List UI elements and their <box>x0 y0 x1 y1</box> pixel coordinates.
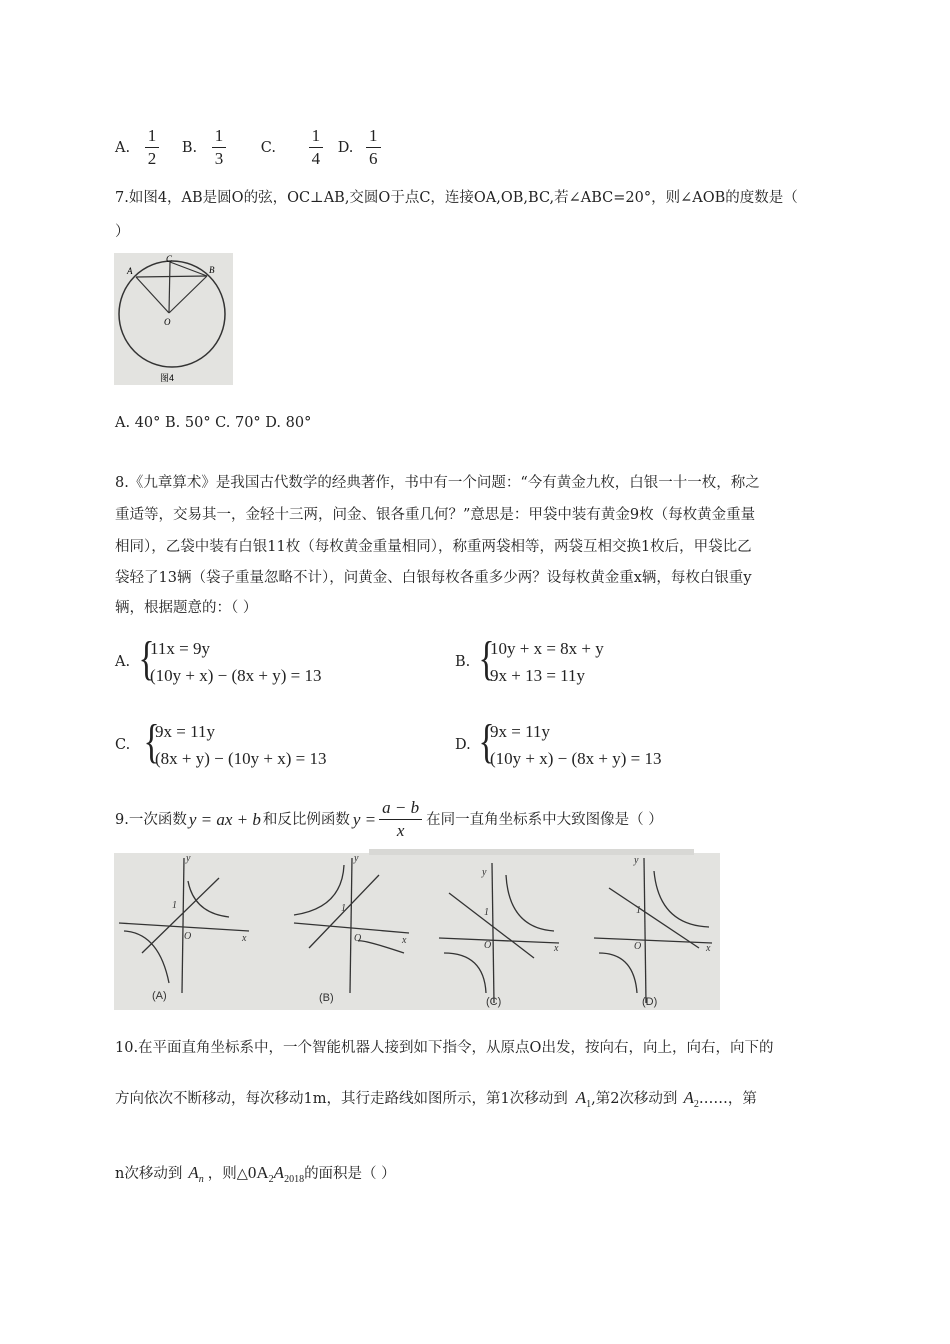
q6-option-a-label: A. <box>115 139 131 156</box>
q6-option-b-label: B. <box>181 139 198 156</box>
q8-option-d-label: D. <box>455 737 471 753</box>
figure-caption: 图4 <box>160 373 175 383</box>
frac-den: x <box>396 821 405 840</box>
frac-den: 3 <box>214 149 224 168</box>
q7-text-line2: ） <box>115 224 130 240</box>
q7-text-line1: 7.如图4，AB是圆O的弦，OC⊥AB,交圆O于点C，连接OA,OB,BC,若∠ABC=20°，则∠AOB的度数是（ <box>115 190 798 206</box>
graph-b-caption: (B) <box>319 992 334 1004</box>
equation: 11x = 9y <box>150 639 210 658</box>
q9-suffix: 在同一直角坐标系中大致图像是（ ） <box>426 811 663 828</box>
circle-diagram <box>114 253 233 385</box>
q8-option-b-label: B. <box>455 654 471 670</box>
frac-num: 1 <box>212 125 227 148</box>
frac-num: 1 <box>366 125 381 148</box>
q10-line1: 10.在平面直角坐标系中，一个智能机器人接到如下指令，从原点O出发，按向右，向上，向右，向下的 <box>115 1040 774 1056</box>
graph-a-o: O <box>184 931 192 942</box>
graph-c-caption: (C) <box>486 996 502 1008</box>
q10-line3a: n次移动到 <box>115 1166 183 1182</box>
frac-num: a − b <box>379 797 422 820</box>
brace-icon: { <box>138 632 155 685</box>
frac-num: 1 <box>309 125 324 148</box>
brace-icon: { <box>478 715 495 768</box>
q9-graphs-figure <box>114 853 720 1010</box>
graph-d-o: O <box>634 941 642 952</box>
q8-option-c-system <box>155 718 327 772</box>
graph-b-o: O <box>354 933 362 944</box>
label-c: C <box>166 254 173 264</box>
q9-middle: 和反比例函数 <box>262 811 350 828</box>
graph-d-y: y <box>634 855 639 866</box>
equation: (10y + x) − (8x + y) = 13 <box>490 749 662 768</box>
q6-option-c-frac <box>309 125 324 170</box>
q10-line3 <box>115 1163 396 1190</box>
q10-line2b: ,第2次移动到 <box>591 1091 678 1107</box>
q9-question <box>115 797 663 842</box>
frac-den: 4 <box>311 149 321 168</box>
q6-option-d-frac <box>366 125 381 170</box>
q9-y-eq: y = <box>352 809 377 829</box>
q7-options: A. 40° B. 50° C. 70° D. 80° <box>115 415 312 431</box>
q7-figure <box>114 253 233 385</box>
label-o: O <box>164 317 171 327</box>
equation: 10y + x = 8x + y <box>490 639 604 658</box>
graph-d-one: 1 <box>636 905 641 916</box>
q8-option-c-label: C. <box>115 737 131 753</box>
q10-line3c: 的面积是（ ） <box>304 1166 396 1182</box>
equation: 9x + 13 = 11y <box>490 666 586 685</box>
equation: (8x + y) − (10y + x) = 13 <box>155 749 327 768</box>
q8-line5: 辆，根据题意的：（ ） <box>115 600 258 616</box>
q6-options <box>115 125 381 170</box>
q9-prefix: 9.一次函数 <box>115 811 187 828</box>
q10-line2a: 方向依次不断移动，每次移动1m，其行走路线如图所示，第1次移动到 <box>115 1091 568 1107</box>
q6-option-a-frac <box>145 125 160 170</box>
graph-b-one: 1 <box>341 903 346 914</box>
label-a: A <box>127 266 133 276</box>
q9-linear: y = ax + b <box>188 809 261 829</box>
graph-c-y: y <box>482 867 487 878</box>
label-b: B <box>209 265 215 275</box>
graph-b-y: y <box>354 853 359 864</box>
brace-icon: { <box>478 632 495 685</box>
q6-option-b-frac <box>212 125 227 170</box>
q10-a2: $A_2$ <box>683 1088 699 1110</box>
graph-a-x: x <box>242 933 247 944</box>
graph-a-one: 1 <box>172 900 177 911</box>
q6-option-c-label: C. <box>260 139 276 156</box>
q10-triangle: $0A_2A_{2018}$ <box>247 1163 305 1185</box>
q8-option-d-system <box>490 718 662 772</box>
q9-graphs-svg <box>114 853 720 1010</box>
q10-an: $A_n$ <box>188 1163 204 1185</box>
q8-line4: 袋轻了13辆（袋子重量忽略不计），问黄金、白银每枚各重多少两？设每枚黄金重x辆，每枚白银重y <box>115 570 752 586</box>
equation: 9x = 11y <box>155 722 215 741</box>
graph-c-x: x <box>554 943 559 954</box>
q9-fraction <box>379 797 422 842</box>
q10-line2c: ……，第 <box>698 1091 757 1107</box>
frac-den: 6 <box>369 149 378 168</box>
graph-d-x: x <box>706 943 711 954</box>
q8-line3: 相同），乙袋中装有白银11枚（每枚黄金重量相同），称重两袋相等，两袋互相交换1枚后，甲袋比乙 <box>115 539 752 555</box>
equation: (10y + x) − (8x + y) = 13 <box>150 666 322 685</box>
q8-option-b-system <box>490 635 604 689</box>
graph-a-caption: (A) <box>152 990 167 1002</box>
equation: 9x = 11y <box>490 722 550 741</box>
frac-den: 2 <box>147 149 157 168</box>
q8-option-a-system <box>150 635 322 689</box>
graph-a-y: y <box>186 853 191 864</box>
frac-num: 1 <box>145 125 160 148</box>
q8-line2: 重适等，交易其一，金轻十三两，问金、银各重几何？”意思是：甲袋中装有黄金9枚（每枚黄金重量 <box>115 507 756 523</box>
q10-a1: $A_1$ <box>575 1088 592 1110</box>
q8-option-a-label: A. <box>115 654 131 670</box>
q10-line2 <box>115 1088 757 1115</box>
q10-line3b: ，则△ <box>207 1166 248 1182</box>
graph-b-x: x <box>402 935 407 946</box>
q8-line1: 8.《九章算术》是我国古代数学的经典著作，书中有一个问题：“今有黄金九枚，白银一十一枚，称之 <box>115 475 760 491</box>
graph-d-caption: (D) <box>642 996 658 1008</box>
graph-c-o: O <box>484 940 492 951</box>
brace-icon: { <box>143 715 160 768</box>
q6-option-d-label: D. <box>337 139 354 156</box>
graph-c-one: 1 <box>484 907 489 918</box>
